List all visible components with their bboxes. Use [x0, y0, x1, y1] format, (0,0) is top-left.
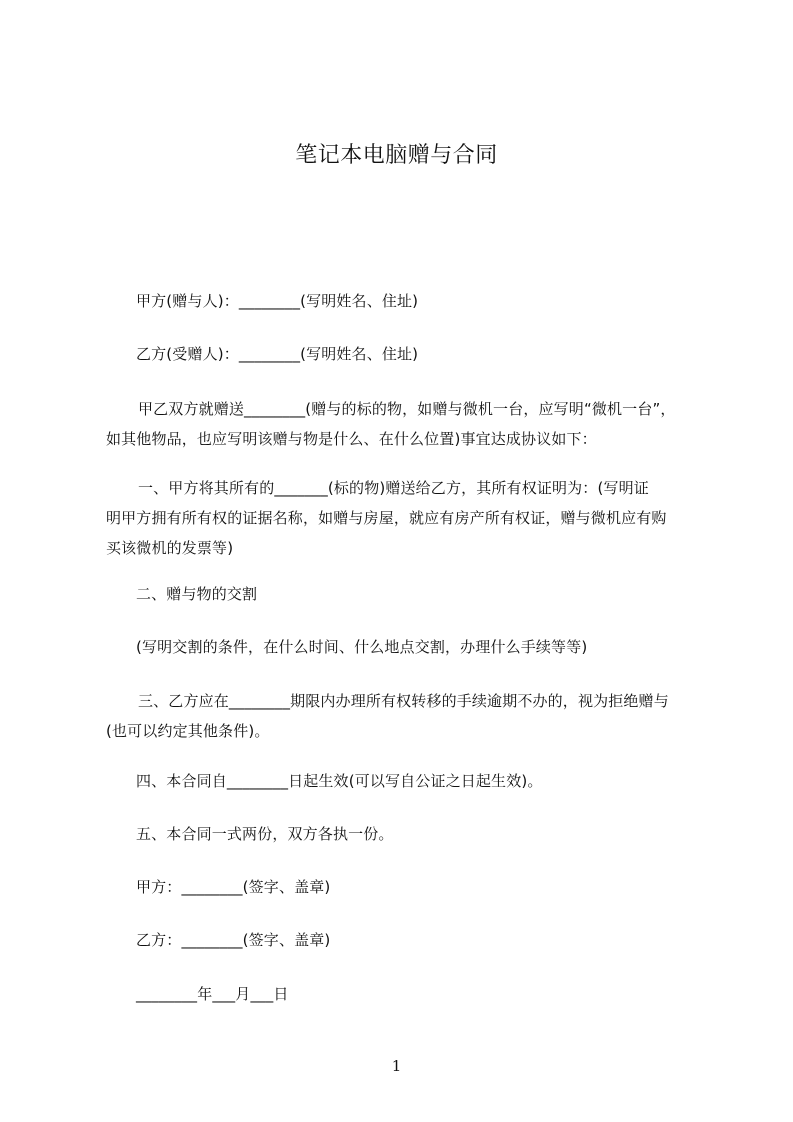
- clause-3-row-2: (也可以约定其他条件)。: [106, 722, 270, 740]
- party-b-line: 乙方(受赠人)：________(写明姓名、住址): [136, 345, 419, 363]
- signature-party-b: 乙方：________(签字、盖章): [136, 931, 331, 949]
- clause-1-row-2: 明甲方拥有所有权的证据名称，如赠与房屋，就应有房产所有权证，赠与微机应有购: [106, 509, 667, 527]
- clause-3-paragraph: [106, 686, 669, 746]
- intro-paragraph: [106, 394, 676, 454]
- clause-5: 五、本合同一式两份，双方各执一份。: [136, 825, 394, 843]
- clause-3-row-1: 三、乙方应在________期限内办理所有权转移的手续逾期不办的，视为拒绝赠与: [138, 692, 669, 710]
- document-title: 笔记本电脑赠与合同: [295, 143, 498, 168]
- signature-party-a: 甲方：________(签字、盖章): [136, 878, 331, 896]
- intro-row-1: 甲乙双方就赠送________(赠与的标的物，如赠与微机一台，应写明“微机一台”，: [138, 400, 676, 418]
- clause-1-row-3: 买该微机的发票等): [106, 539, 234, 557]
- clause-4: 四、本合同自________日起生效(可以写自公证之日起生效)。: [136, 772, 543, 790]
- signing-date: ________年___月___日: [136, 985, 289, 1003]
- clause-1-row-1: 一、甲方将其所有的_______(标的物)赠送给乙方，其所有权证明为：(写明证: [138, 479, 649, 497]
- clause-1-paragraph: [106, 473, 667, 563]
- clause-2-body: (写明交割的条件，在什么时间、什么地点交割，办理什么手续等等): [136, 638, 588, 656]
- intro-row-2: 如其他物品，也应写明该赠与物是什么、在什么位置)事宜达成协议如下：: [106, 430, 597, 448]
- party-a-line: 甲方(赠与人)：________(写明姓名、住址): [136, 292, 419, 310]
- page-number: 1: [391, 1057, 402, 1075]
- clause-2-heading: 二、赠与物的交割: [136, 585, 258, 603]
